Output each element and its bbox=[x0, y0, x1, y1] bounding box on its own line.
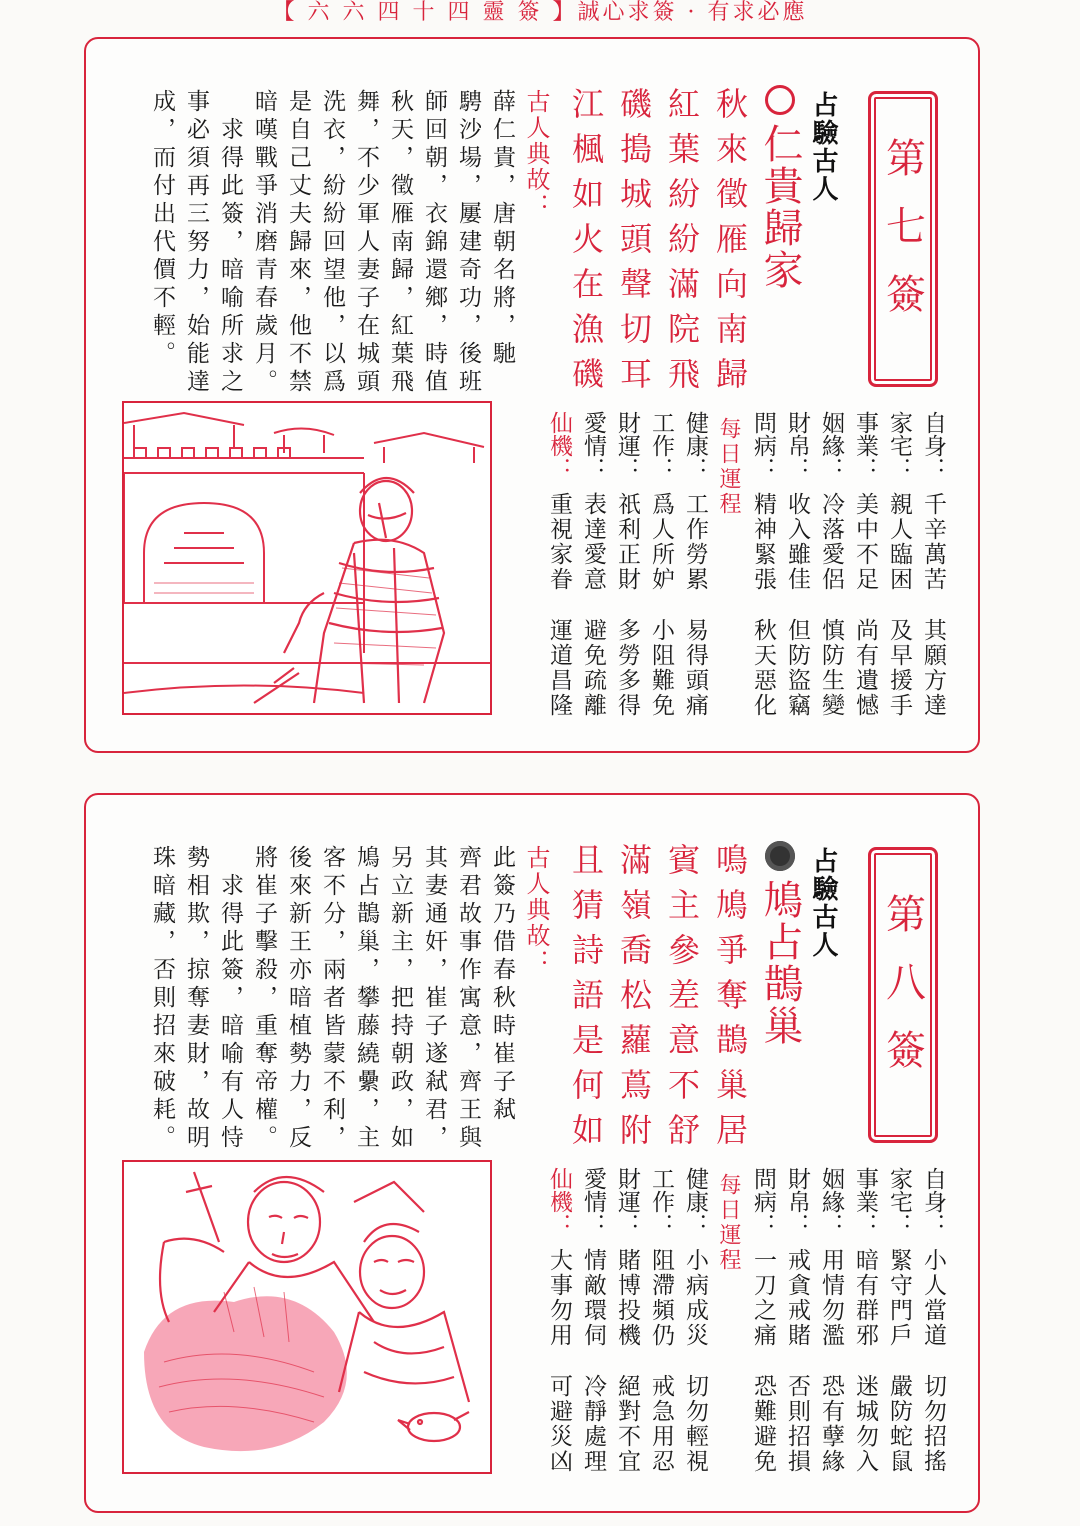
circle-mark-icon bbox=[765, 85, 795, 115]
lot-title bbox=[758, 85, 802, 291]
fortune-row: 事業：暗有群邪迷城勿入 bbox=[852, 1167, 878, 1474]
lot-title bbox=[758, 841, 802, 1047]
zhan-yan-label: 占驗古人 bbox=[808, 91, 838, 203]
daily-row: 工作：爲人所妒小阻難免 bbox=[648, 411, 674, 718]
story-line: 事必須再三努力，始能達 bbox=[183, 89, 209, 397]
daily-fortune-label: 每日運程 bbox=[716, 417, 741, 517]
fortune-row: 自身：小人當道切勿招搖 bbox=[920, 1167, 946, 1474]
story-line: 其妻通奸，崔子遂弒君， bbox=[421, 845, 447, 1153]
fortune-row: 自身：千辛萬苦其願方達 bbox=[920, 411, 946, 718]
story-line: 薛仁貴，唐朝名將，馳 bbox=[489, 89, 515, 369]
daily-row: 愛情：情敵環伺冷靜處理 bbox=[580, 1167, 606, 1474]
daily-row: 工作：阻滯頻仍戒急用忍 bbox=[648, 1167, 674, 1474]
daily-row: 健康：工作勞累易得頭痛 bbox=[682, 411, 708, 718]
daily-row: 財運：祇利正財多勞多得 bbox=[614, 411, 640, 718]
fortune-card-7 bbox=[84, 37, 980, 753]
story-line: 暗嘆戰爭消磨青春歲月。 bbox=[251, 89, 277, 397]
daily-row-xianji: 仙機：大事勿用可避災凶 bbox=[546, 1167, 572, 1474]
story-line: 騁沙場，屢建奇功，後班 bbox=[455, 89, 481, 397]
lot-number: 第七簽 bbox=[879, 137, 926, 341]
fortune-row: 姻緣：用情勿濫恐有孽緣 bbox=[818, 1167, 844, 1474]
daily-row: 愛情：表達愛意避免疏離 bbox=[580, 411, 606, 718]
fortune-row: 問病：精神緊張秋天惡化 bbox=[750, 411, 776, 718]
story-line: 後來新王亦暗植勢力，反 bbox=[285, 845, 311, 1153]
lot-title-text: 鳩占鵲巢 bbox=[757, 879, 803, 1047]
story-line: 求得此簽，暗喻所求之 bbox=[217, 89, 243, 397]
illustration-general-returning bbox=[122, 401, 492, 715]
story-line: 將崔子擊殺，重奪帝權。 bbox=[251, 845, 277, 1153]
fortune-row: 事業：美中不足尚有遺憾 bbox=[852, 411, 878, 718]
fortune-row: 家宅：親人臨困及早援手 bbox=[886, 411, 912, 718]
fortune-row: 問病：一刀之痛恐難避免 bbox=[750, 1167, 776, 1474]
story-label: 古人典故： bbox=[522, 89, 550, 219]
story-line: 鳩占鵲巢，攀藤繞纍，主 bbox=[353, 845, 379, 1153]
fortune-row: 財帛：戒貪戒賭否則招損 bbox=[784, 1167, 810, 1474]
page-header: 【 六 六 四 十 四 靈 簽 】誠心求簽 · 有求必應 bbox=[272, 0, 808, 25]
story-line: 是自己丈夫歸來，他不禁 bbox=[285, 89, 311, 397]
daily-row: 健康：小病成災切勿輕視 bbox=[682, 1167, 708, 1474]
poem-line: 且猜詩語是何如 bbox=[567, 843, 605, 1158]
story-line: 另立新主，把持朝政，如 bbox=[387, 845, 413, 1153]
poem-line: 賓主參差意不舒 bbox=[663, 843, 701, 1158]
lot-number-badge bbox=[868, 847, 938, 1143]
story-line: 齊君故事作寓意，齊王與 bbox=[455, 845, 481, 1153]
poem-line: 秋來徵雁向南歸 bbox=[711, 87, 749, 402]
poem-line: 滿嶺喬松蘿蔦附 bbox=[615, 843, 653, 1158]
illustration-dove-and-magpie bbox=[122, 1160, 492, 1474]
story-line: 師回朝，衣錦還鄉，時值 bbox=[421, 89, 447, 397]
fortune-row: 財帛：收入雖佳但防盜竊 bbox=[784, 411, 810, 718]
poem-line: 磯搗城頭聲切耳 bbox=[615, 87, 653, 402]
lot-number-badge bbox=[868, 91, 938, 387]
story-line: 秋天，徵雁南歸，紅葉飛 bbox=[387, 89, 413, 397]
dot-mark-icon bbox=[765, 841, 795, 871]
fortune-row: 家宅：緊守門戶嚴防蛇鼠 bbox=[886, 1167, 912, 1474]
daily-row-xianji: 仙機：重視家眷運道昌隆 bbox=[546, 411, 572, 718]
fortune-row: 姻緣：冷落愛侶慎防生變 bbox=[818, 411, 844, 718]
story-line: 成，而付出代價不輕。 bbox=[149, 89, 175, 369]
poem-line: 江楓如火在漁磯 bbox=[567, 87, 605, 402]
poem-line: 紅葉紛紛滿院飛 bbox=[663, 87, 701, 402]
daily-row: 財運：賭博投機絕對不宜 bbox=[614, 1167, 640, 1474]
fortune-card-8 bbox=[84, 793, 980, 1513]
story-label: 古人典故： bbox=[522, 845, 550, 975]
lot-number: 第八簽 bbox=[879, 893, 926, 1097]
daily-fortune-label: 每日運程 bbox=[716, 1173, 741, 1273]
story-line: 勢相欺，掠奪妻財，故明 bbox=[183, 845, 209, 1153]
lot-title-text: 仁貴歸家 bbox=[757, 123, 803, 291]
story-line: 求得此簽，暗喻有人恃 bbox=[217, 845, 243, 1153]
poem-line: 鳴鳩爭奪鵲巢居 bbox=[711, 843, 749, 1158]
story-line: 洗衣，紛紛回望他，以爲 bbox=[319, 89, 345, 397]
story-line: 舞，不少軍人妻子在城頭 bbox=[353, 89, 379, 397]
zhan-yan-label: 占驗古人 bbox=[808, 847, 838, 959]
story-line: 客不分，兩者皆蒙不利， bbox=[319, 845, 345, 1153]
story-line: 珠暗藏，否則招來破耗。 bbox=[149, 845, 175, 1153]
story-line: 此簽乃借春秋時崔子弒 bbox=[489, 845, 515, 1125]
